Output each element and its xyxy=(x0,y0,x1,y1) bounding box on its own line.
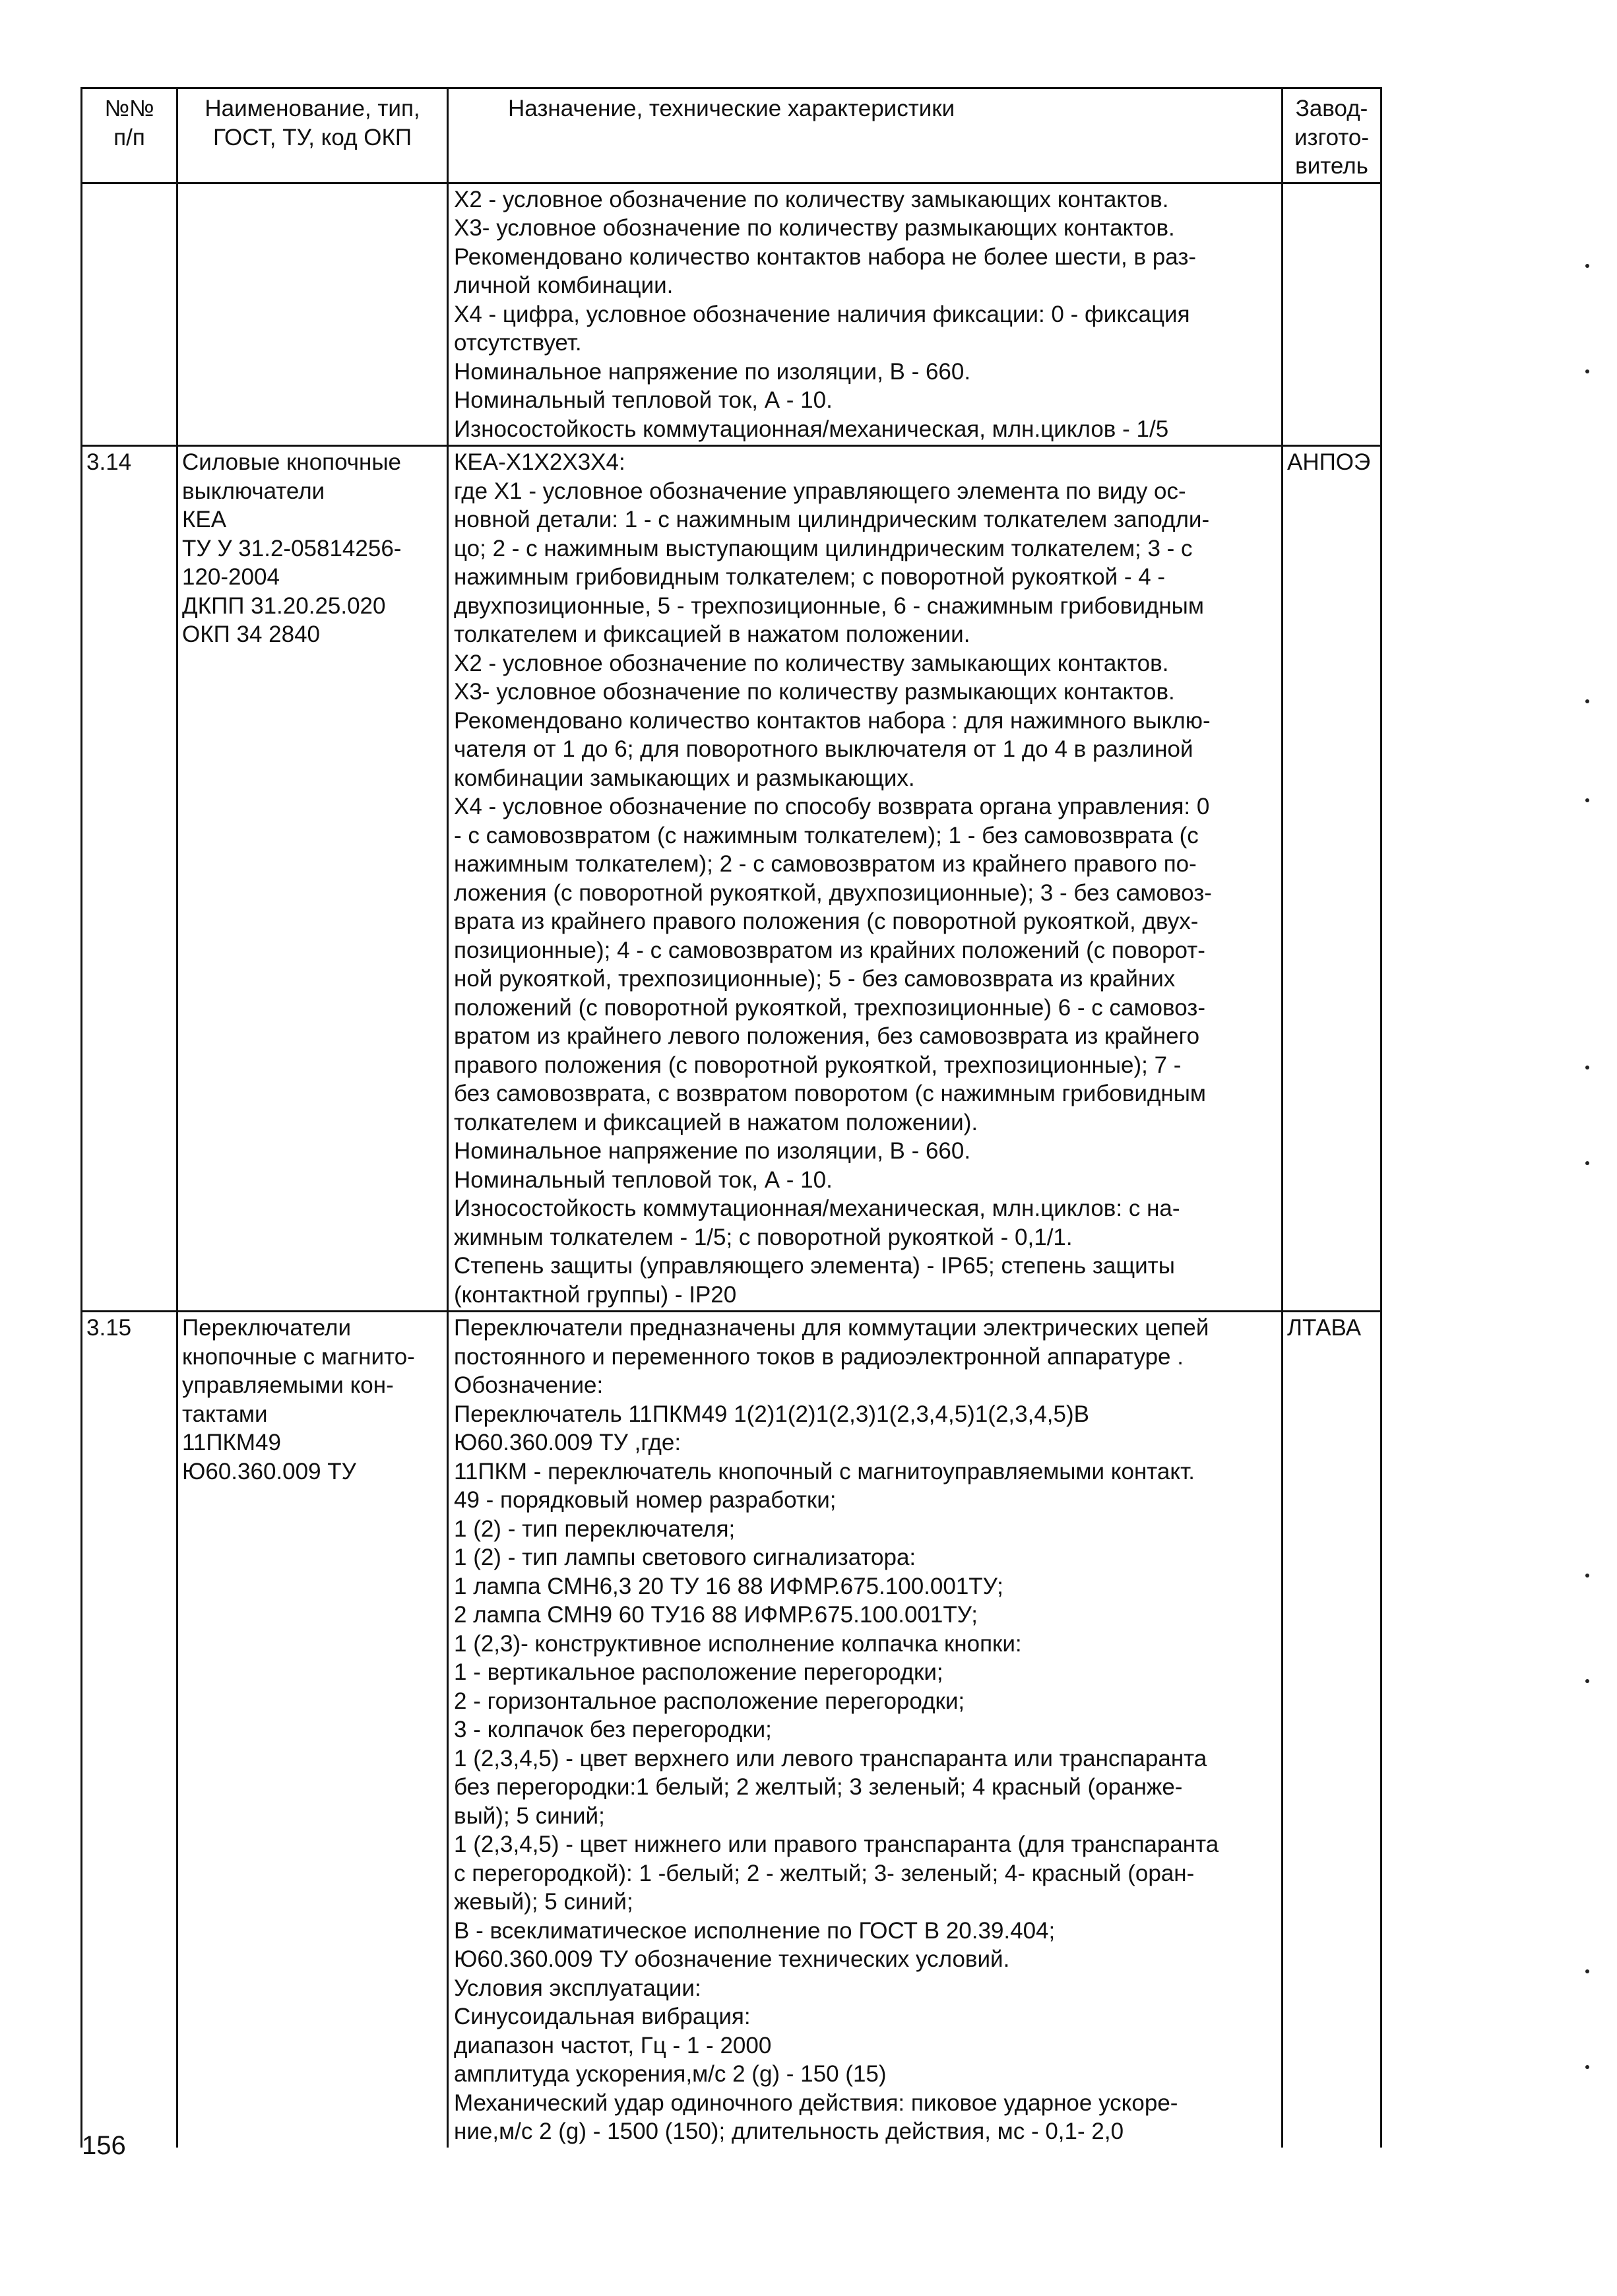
description-line: Ю60.360.009 ТУ обозначение технических условий. xyxy=(454,1946,1010,1972)
description-line: 2 лампа СМН9 60 ТУ16 88 ИФМР.675.100.001ТУ; xyxy=(454,1602,978,1628)
row-name xyxy=(177,446,448,1312)
row-number: 3.15 xyxy=(82,1312,177,2148)
name-line: управляемыми кон- xyxy=(182,1372,394,1398)
name-line: КЕА xyxy=(182,507,227,532)
scan-dot xyxy=(1585,798,1589,802)
description-line: 1 - вертикальное расположение перегородки; xyxy=(454,1659,943,1685)
description-line: чателя от 1 до 6; для поворотного выключателя от 1 до 4 в разлиной xyxy=(454,736,1193,762)
spec-table xyxy=(80,87,1382,2148)
description-line: врата из крайнего правого положения (с поворотной рукояткой, двух- xyxy=(454,909,1199,934)
description-line: Х3- условное обозначение по количеству размыкающих контактов. xyxy=(454,215,1175,241)
description-line: диапазон частот, Гц - 1 - 2000 xyxy=(454,2032,772,2058)
row-manufacturer: ЛТАВА xyxy=(1283,1312,1381,2148)
table-row xyxy=(82,183,1381,446)
scan-dot xyxy=(1585,369,1589,373)
description-line: Ю60.360.009 ТУ ,где: xyxy=(454,1430,682,1455)
description-line: жевый); 5 синий; xyxy=(454,1889,633,1915)
name-line: 120-2004 xyxy=(182,564,280,590)
description-line: Обозначение: xyxy=(454,1372,604,1398)
description-line: 11ПКМ - переключатель кнопочный с магнитоуправляемыми контакт. xyxy=(454,1458,1195,1484)
name-line: 11ПКМ49 xyxy=(182,1430,281,1455)
scan-dot xyxy=(1585,2065,1589,2069)
description-line: отсутствует. xyxy=(454,330,582,356)
description-line: Х3- условное обозначение по количеству размыкающих контактов. xyxy=(454,679,1175,705)
scan-dot xyxy=(1585,1969,1589,1973)
name-line: Ю60.360.009 ТУ xyxy=(182,1458,356,1484)
description-line: 1 лампа СМН6,3 20 ТУ 16 88 ИФМР.675.100.001ТУ; xyxy=(454,1573,1003,1599)
description-line: 1 (2,3,4,5) - цвет нижнего или правого транспаранта (для транспаранта xyxy=(454,1832,1219,1857)
header-number: №№ п/п xyxy=(82,88,177,183)
description-line: Х2 - условное обозначение по количеству замыкающих контактов. xyxy=(454,186,1169,212)
row-manufacturer: АНПОЭ xyxy=(1283,446,1381,1312)
description-line: амплитуда ускорения,м/с 2 (g) - 150 (15) xyxy=(454,2061,887,2087)
description-line: толкателем и фиксацией в нажатом положении. xyxy=(454,622,970,647)
description-line: Условия эксплуатации: xyxy=(454,1975,701,2001)
description-line: толкателем и фиксацией в нажатом положении). xyxy=(454,1109,978,1135)
description-line: Х4 - условное обозначение по способу возврата органа управления: 0 xyxy=(454,794,1210,819)
table-row xyxy=(82,1312,1381,2148)
description-line: 1 (2,3,4,5) - цвет верхнего или левого транспаранта или транспаранта xyxy=(454,1745,1207,1771)
description-line: - с самовозвратом (с нажимным толкателем); 1 - без самовозврата (с xyxy=(454,822,1199,848)
description-line: ложения (с поворотной рукояткой, двухпозиционные); 3 - без самовоз- xyxy=(454,879,1212,906)
description-line: Степень защиты (управляющего элемента) - IP65; степень защиты xyxy=(454,1253,1175,1279)
description-line: 1 (2,3)- конструктивное исполнение колпачка кнопки: xyxy=(454,1630,1022,1657)
description-line: 49 - порядковый номер разработки; xyxy=(454,1487,837,1513)
description-line: 1 (2) - тип переключателя; xyxy=(454,1515,736,1542)
description-line: Номинальное напряжение по изоляции, В - 660. xyxy=(454,358,971,385)
description-line: новной детали: 1 - с нажимным цилиндрическим толкателем заподли- xyxy=(454,507,1210,532)
description-line: 2 - горизонтальное расположение перегородки; xyxy=(454,1688,965,1714)
description-line: цо; 2 - с нажимным выступающим цилиндрическим толкателем; 3 - с xyxy=(454,535,1193,561)
description-line: личной комбинации. xyxy=(454,272,674,298)
description-line: с перегородкой): 1 -белый; 2 - желтый; 3- зеленый; 4- красный (оран- xyxy=(454,1860,1195,1886)
description-line: Переключатель 11ПКМ49 1(2)1(2)1(2,3)1(2,3,4,5)1(2,3,4,5)В xyxy=(454,1401,1089,1427)
name-line: ОКП 34 2840 xyxy=(182,622,321,647)
description-line: 3 - колпачок без перегородки; xyxy=(454,1717,772,1742)
description-line: Переключатели предназначены для коммутации электрических цепей xyxy=(454,1315,1209,1341)
table-row xyxy=(82,446,1381,1312)
name-line: Переключатели xyxy=(182,1315,352,1341)
name-line: ДКПП 31.20.25.020 xyxy=(182,592,386,619)
description-line: Механический удар одиночного действия: пиковое ударное ускоре- xyxy=(454,2089,1178,2116)
header-manufacturer: Завод- изгото- витель xyxy=(1283,88,1381,183)
header-description: Назначение, технические характеристики xyxy=(448,88,1283,183)
description-line: вый); 5 синий; xyxy=(454,1802,605,1829)
table-body xyxy=(82,183,1381,2148)
row-description xyxy=(448,446,1283,1312)
row-name xyxy=(177,1312,448,2148)
page-number: 156 xyxy=(82,2131,126,2160)
description-line: без перегородки:1 белый; 2 желтый; 3 зеленый; 4 красный (оранже- xyxy=(454,1774,1183,1800)
description-line: правого положения (с поворотной рукояткой, трехпозиционные); 7 - xyxy=(454,1052,1182,1078)
description-line: Рекомендовано количество контактов набора : для нажимного выклю- xyxy=(454,707,1211,734)
table-header-row xyxy=(82,88,1381,183)
name-line: выключатели xyxy=(182,478,325,504)
description-line: ной рукояткой, трехпозиционные); 5 - без самовозврата из крайних xyxy=(454,966,1176,992)
description-line: Номинальное напряжение по изоляции, В - 660. xyxy=(454,1138,971,1164)
description-line: положений (с поворотной рукояткой, трехпозиционные) 6 - с самовоз- xyxy=(454,994,1205,1021)
description-line: вратом из крайнего левого положения, без самовозврата из крайнего xyxy=(454,1023,1200,1049)
scan-dot xyxy=(1585,699,1589,703)
description-line: ние,м/с 2 (g) - 1500 (150); длительность действия, мс - 0,1- 2,0 xyxy=(454,2119,1124,2144)
description-line: комбинации замыкающих и размыкающих. xyxy=(454,765,915,791)
row-manufacturer xyxy=(1283,183,1381,446)
scan-dot xyxy=(1585,1066,1589,1069)
description-line: Номинальный тепловой ток, А - 10. xyxy=(454,387,833,413)
row-name xyxy=(177,183,448,446)
description-line: постоянного и переменного токов в радиоэлектронной аппаратуре . xyxy=(454,1343,1184,1370)
description-line: Х4 - цифра, условное обозначение наличия фиксации: 0 - фиксация xyxy=(454,301,1190,327)
description-line: двухпозиционные, 5 - трехпозиционные, 6 - снажимным грибовидным xyxy=(454,592,1204,619)
description-line: нажимным грибовидным толкателем; с поворотной рукояткой - 4 - xyxy=(454,564,1166,590)
name-line: ТУ У 31.2-05814256- xyxy=(182,535,402,561)
row-description xyxy=(448,1312,1283,2148)
description-line: (контактной группы) - IP20 xyxy=(454,1281,737,1308)
name-line: тактами xyxy=(182,1401,268,1427)
scan-dot xyxy=(1585,1574,1589,1578)
description-line: Номинальный тепловой ток, А - 10. xyxy=(454,1166,833,1193)
description-line: где Х1 - условное обозначение управляющего элемента по виду ос- xyxy=(454,478,1186,504)
name-line: кнопочные с магнито- xyxy=(182,1343,415,1370)
description-line: КЕА-Х1Х2Х3Х4: xyxy=(454,449,625,475)
description-line: Синусоидальная вибрация: xyxy=(454,2004,751,2029)
description-line: жимным толкателем - 1/5; с поворотной рукояткой - 0,1/1. xyxy=(454,1224,1073,1250)
description-line: без самовозврата, с возвратом поворотом (с нажимным грибовидным xyxy=(454,1081,1206,1106)
description-line: 1 (2) - тип лампы светового сигнализатора: xyxy=(454,1545,916,1570)
row-number xyxy=(82,183,177,446)
description-line: Износостойкость коммутационная/механическая, млн.циклов: с на- xyxy=(454,1196,1180,1221)
description-line: Рекомендовано количество контактов набора не более шести, в раз- xyxy=(454,243,1197,270)
description-line: Х2 - условное обозначение по количеству замыкающих контактов. xyxy=(454,650,1169,676)
scan-dot xyxy=(1585,1161,1589,1165)
row-number: 3.14 xyxy=(82,446,177,1312)
header-name: Наименование, тип, ГОСТ, ТУ, код ОКП xyxy=(177,88,448,183)
description-line: позиционные); 4 - с самовозвратом из крайних положений (с поворот- xyxy=(454,937,1205,963)
scan-dot xyxy=(1585,264,1589,268)
description-line: нажимным толкателем); 2 - с самовозвратом из крайнего правого по- xyxy=(454,851,1197,877)
scan-dot xyxy=(1585,1679,1589,1683)
description-line: В - всеклиматическое исполнение по ГОСТ В 20.39.404; xyxy=(454,1917,1056,1944)
description-line: Износостойкость коммутационная/механическая, млн.циклов - 1/5 xyxy=(454,416,1169,442)
row-description xyxy=(448,183,1283,446)
name-line: Силовые кнопочные xyxy=(182,449,401,475)
